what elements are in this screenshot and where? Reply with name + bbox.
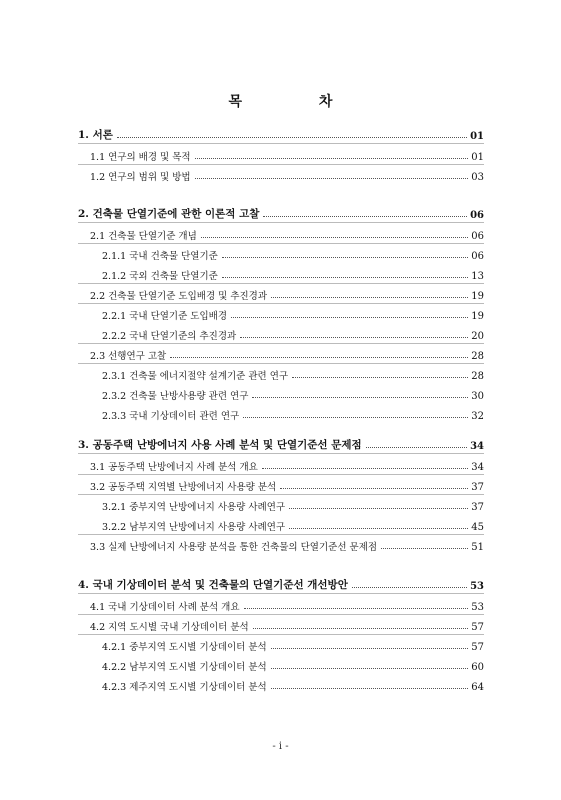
toc-entry-title: 1.2 연구의 범위 및 방법: [90, 172, 191, 183]
toc-leader-dots: [263, 215, 467, 217]
toc-entry-page: 51: [471, 542, 484, 553]
toc-entry-page: 34: [470, 441, 484, 452]
toc-leader-dots: [240, 336, 468, 338]
toc-entry-title: 4.1 국내 기상데이터 사례 분석 개요: [90, 602, 240, 613]
toc-entry-subsection[interactable]: [78, 639, 484, 653]
toc-divider: [78, 303, 484, 304]
toc-entry-page: 20: [471, 331, 484, 342]
toc-entry-page: 60: [471, 662, 484, 673]
toc-entry-title: 2.1 건축물 단열기준 개념: [90, 231, 197, 242]
toc-entry-page: 45: [471, 522, 484, 533]
toc-entry-title: 3.1 공동주택 난방에너지 사례 분석 개요: [90, 462, 258, 473]
toc-divider: [78, 494, 484, 495]
toc-entry-title: 2.3.3 국내 기상데이터 관련 연구: [102, 411, 240, 422]
toc-entry-section[interactable]: [78, 149, 484, 163]
toc-entry-title: 4.2.1 중부지역 도시별 기상데이터 분석: [102, 642, 267, 653]
toc-leader-dots: [289, 507, 468, 509]
toc-entry-section[interactable]: [78, 539, 484, 553]
page-number-footer: - i -: [272, 741, 289, 752]
toc-entry-subsection[interactable]: [78, 268, 484, 282]
toc-leader-dots: [271, 687, 469, 689]
toc-divider: [78, 283, 484, 284]
toc-entry-title: 3. 공동주택 난방에너지 사용 사례 분석 및 단열기준선 문제점: [78, 439, 362, 451]
toc-divider: [78, 343, 484, 344]
toc-entry-page: 13: [471, 271, 484, 282]
toc-divider: [78, 634, 484, 635]
toc-entry-title: 1.1 연구의 배경 및 목적: [90, 152, 191, 163]
toc-divider: [78, 534, 484, 535]
toc-entry-title: 4.2 지역 도시별 국내 기상데이터 분석: [90, 622, 249, 633]
toc-entry-subsection[interactable]: [78, 308, 484, 322]
toc-divider: [78, 164, 484, 165]
toc-entry-section[interactable]: [78, 459, 484, 473]
toc-entry-page: 32: [471, 411, 484, 422]
toc-entry-page: 30: [471, 391, 484, 402]
toc-entry-section[interactable]: [78, 169, 484, 183]
toc-leader-dots: [280, 487, 468, 489]
toc-entry-page: 01: [471, 152, 484, 163]
toc-entry-page: 19: [471, 291, 484, 302]
toc-entry-page: 57: [471, 622, 484, 633]
toc-entry-page: 03: [471, 172, 484, 183]
toc-entry-title: 3.2.2 남부지역 난방에너지 사용량 사례연구: [102, 522, 286, 533]
toc-divider: [78, 363, 484, 364]
toc-leader-dots: [222, 276, 468, 278]
toc-entry-page: 01: [470, 131, 484, 142]
toc-entry-subsection[interactable]: [78, 388, 484, 402]
toc-entry-page: 28: [471, 351, 484, 362]
toc-entry-page: 37: [471, 482, 484, 493]
toc-entry-title: 2.3 선행연구 고찰: [90, 351, 167, 362]
toc-leader-dots: [253, 627, 469, 629]
toc-leader-dots: [381, 547, 468, 549]
toc-leader-dots: [117, 136, 467, 138]
toc-entry-title: 2.2.1 국내 단열기준 도입배경: [102, 311, 228, 322]
toc-entry-subsection[interactable]: [78, 519, 484, 533]
toc-leader-dots: [352, 586, 467, 588]
toc-leader-dots: [195, 157, 469, 159]
toc-entry-subsection[interactable]: [78, 659, 484, 673]
toc-leader-dots: [292, 376, 468, 378]
toc-entry-page: 28: [471, 371, 484, 382]
toc-divider: [78, 243, 484, 244]
toc-divider: [78, 474, 484, 475]
page-title: 목 차: [228, 94, 369, 110]
toc-entry-title: 4.2.3 제주지역 도시별 기상데이터 분석: [102, 682, 267, 693]
toc-entry-title: 2.3.1 건축물 에너지절약 설계기준 관련 연구: [102, 371, 289, 382]
toc-entry-page: 19: [471, 311, 484, 322]
toc-entry-section[interactable]: [78, 228, 484, 242]
toc-entry-chapter-3[interactable]: [78, 438, 484, 452]
toc-entry-page: 06: [471, 251, 484, 262]
toc-entry-section[interactable]: [78, 288, 484, 302]
toc-entry-subsection[interactable]: [78, 408, 484, 422]
toc-entry-title: 4.2.2 남부지역 도시별 기상데이터 분석: [102, 662, 267, 673]
toc-entry-title: 1. 서론: [78, 129, 113, 141]
toc-divider: [78, 453, 484, 454]
toc-entry-chapter-1[interactable]: [78, 128, 484, 142]
toc-entry-chapter-2[interactable]: [78, 207, 484, 221]
toc-entry-title: 2.3.2 건축물 난방사용량 관련 연구: [102, 391, 249, 402]
toc-entry-page: 06: [471, 231, 484, 242]
toc-entry-page: 06: [470, 210, 484, 221]
toc-entry-title: 2.2.2 국내 단열기준의 추진경과: [102, 331, 237, 342]
toc-leader-dots: [170, 356, 468, 358]
toc-leader-dots: [195, 177, 469, 179]
toc-entry-section[interactable]: [78, 348, 484, 362]
toc-leader-dots: [231, 316, 468, 318]
toc-entry-subsection[interactable]: [78, 328, 484, 342]
toc-entry-page: 57: [471, 642, 484, 653]
toc-leader-dots: [289, 527, 468, 529]
toc-entry-page: 53: [470, 581, 484, 592]
toc-entry-page: 34: [471, 462, 484, 473]
toc-leader-dots: [262, 467, 468, 469]
toc-entry-subsection[interactable]: [78, 248, 484, 262]
toc-entry-page: 64: [471, 682, 484, 693]
toc-entry-subsection[interactable]: [78, 499, 484, 513]
toc-entry-title: 2.1.1 국내 건축물 단열기준: [102, 251, 218, 262]
toc-entry-section[interactable]: [78, 479, 484, 493]
toc-divider: [78, 222, 484, 223]
toc-entry-title: 3.2.1 중부지역 난방에너지 사용량 사례연구: [102, 502, 286, 513]
toc-entry-section[interactable]: [78, 619, 484, 633]
toc-entry-title: 2.1.2 국외 건축물 단열기준: [102, 271, 218, 282]
toc-leader-dots: [243, 416, 468, 418]
toc-leader-dots: [271, 647, 469, 649]
toc-divider: [78, 614, 484, 615]
toc-entry-subsection[interactable]: [78, 368, 484, 382]
toc-leader-dots: [366, 446, 467, 448]
toc-leader-dots: [201, 236, 469, 238]
toc-leader-dots: [271, 667, 469, 669]
toc-entry-section[interactable]: [78, 599, 484, 613]
toc-entry-title: 4. 국내 기상데이터 분석 및 건축물의 단열기준선 개선방안: [78, 579, 348, 591]
toc-entry-title: 2. 건축물 단열기준에 관한 이론적 고찰: [78, 208, 260, 220]
toc-divider: [78, 593, 484, 594]
toc-entry-title: 2.2 건축물 단열기준 도입배경 및 추진경과: [90, 291, 268, 302]
toc-leader-dots: [244, 607, 469, 609]
toc-entry-title: 3.2 공동주택 지역별 난방에너지 사용량 분석: [90, 482, 277, 493]
toc-entry-page: 53: [471, 602, 484, 613]
toc-leader-dots: [222, 256, 468, 258]
toc-entry-page: 37: [471, 502, 484, 513]
toc-entry-subsection[interactable]: [78, 679, 484, 693]
toc-divider: [78, 143, 484, 144]
toc-entry-chapter-4[interactable]: [78, 578, 484, 592]
toc-entry-title: 3.3 실제 난방에너지 사용량 분석을 통한 건축물의 단열기준선 문제점: [90, 542, 378, 553]
toc-leader-dots: [271, 296, 468, 298]
toc-leader-dots: [252, 396, 468, 398]
